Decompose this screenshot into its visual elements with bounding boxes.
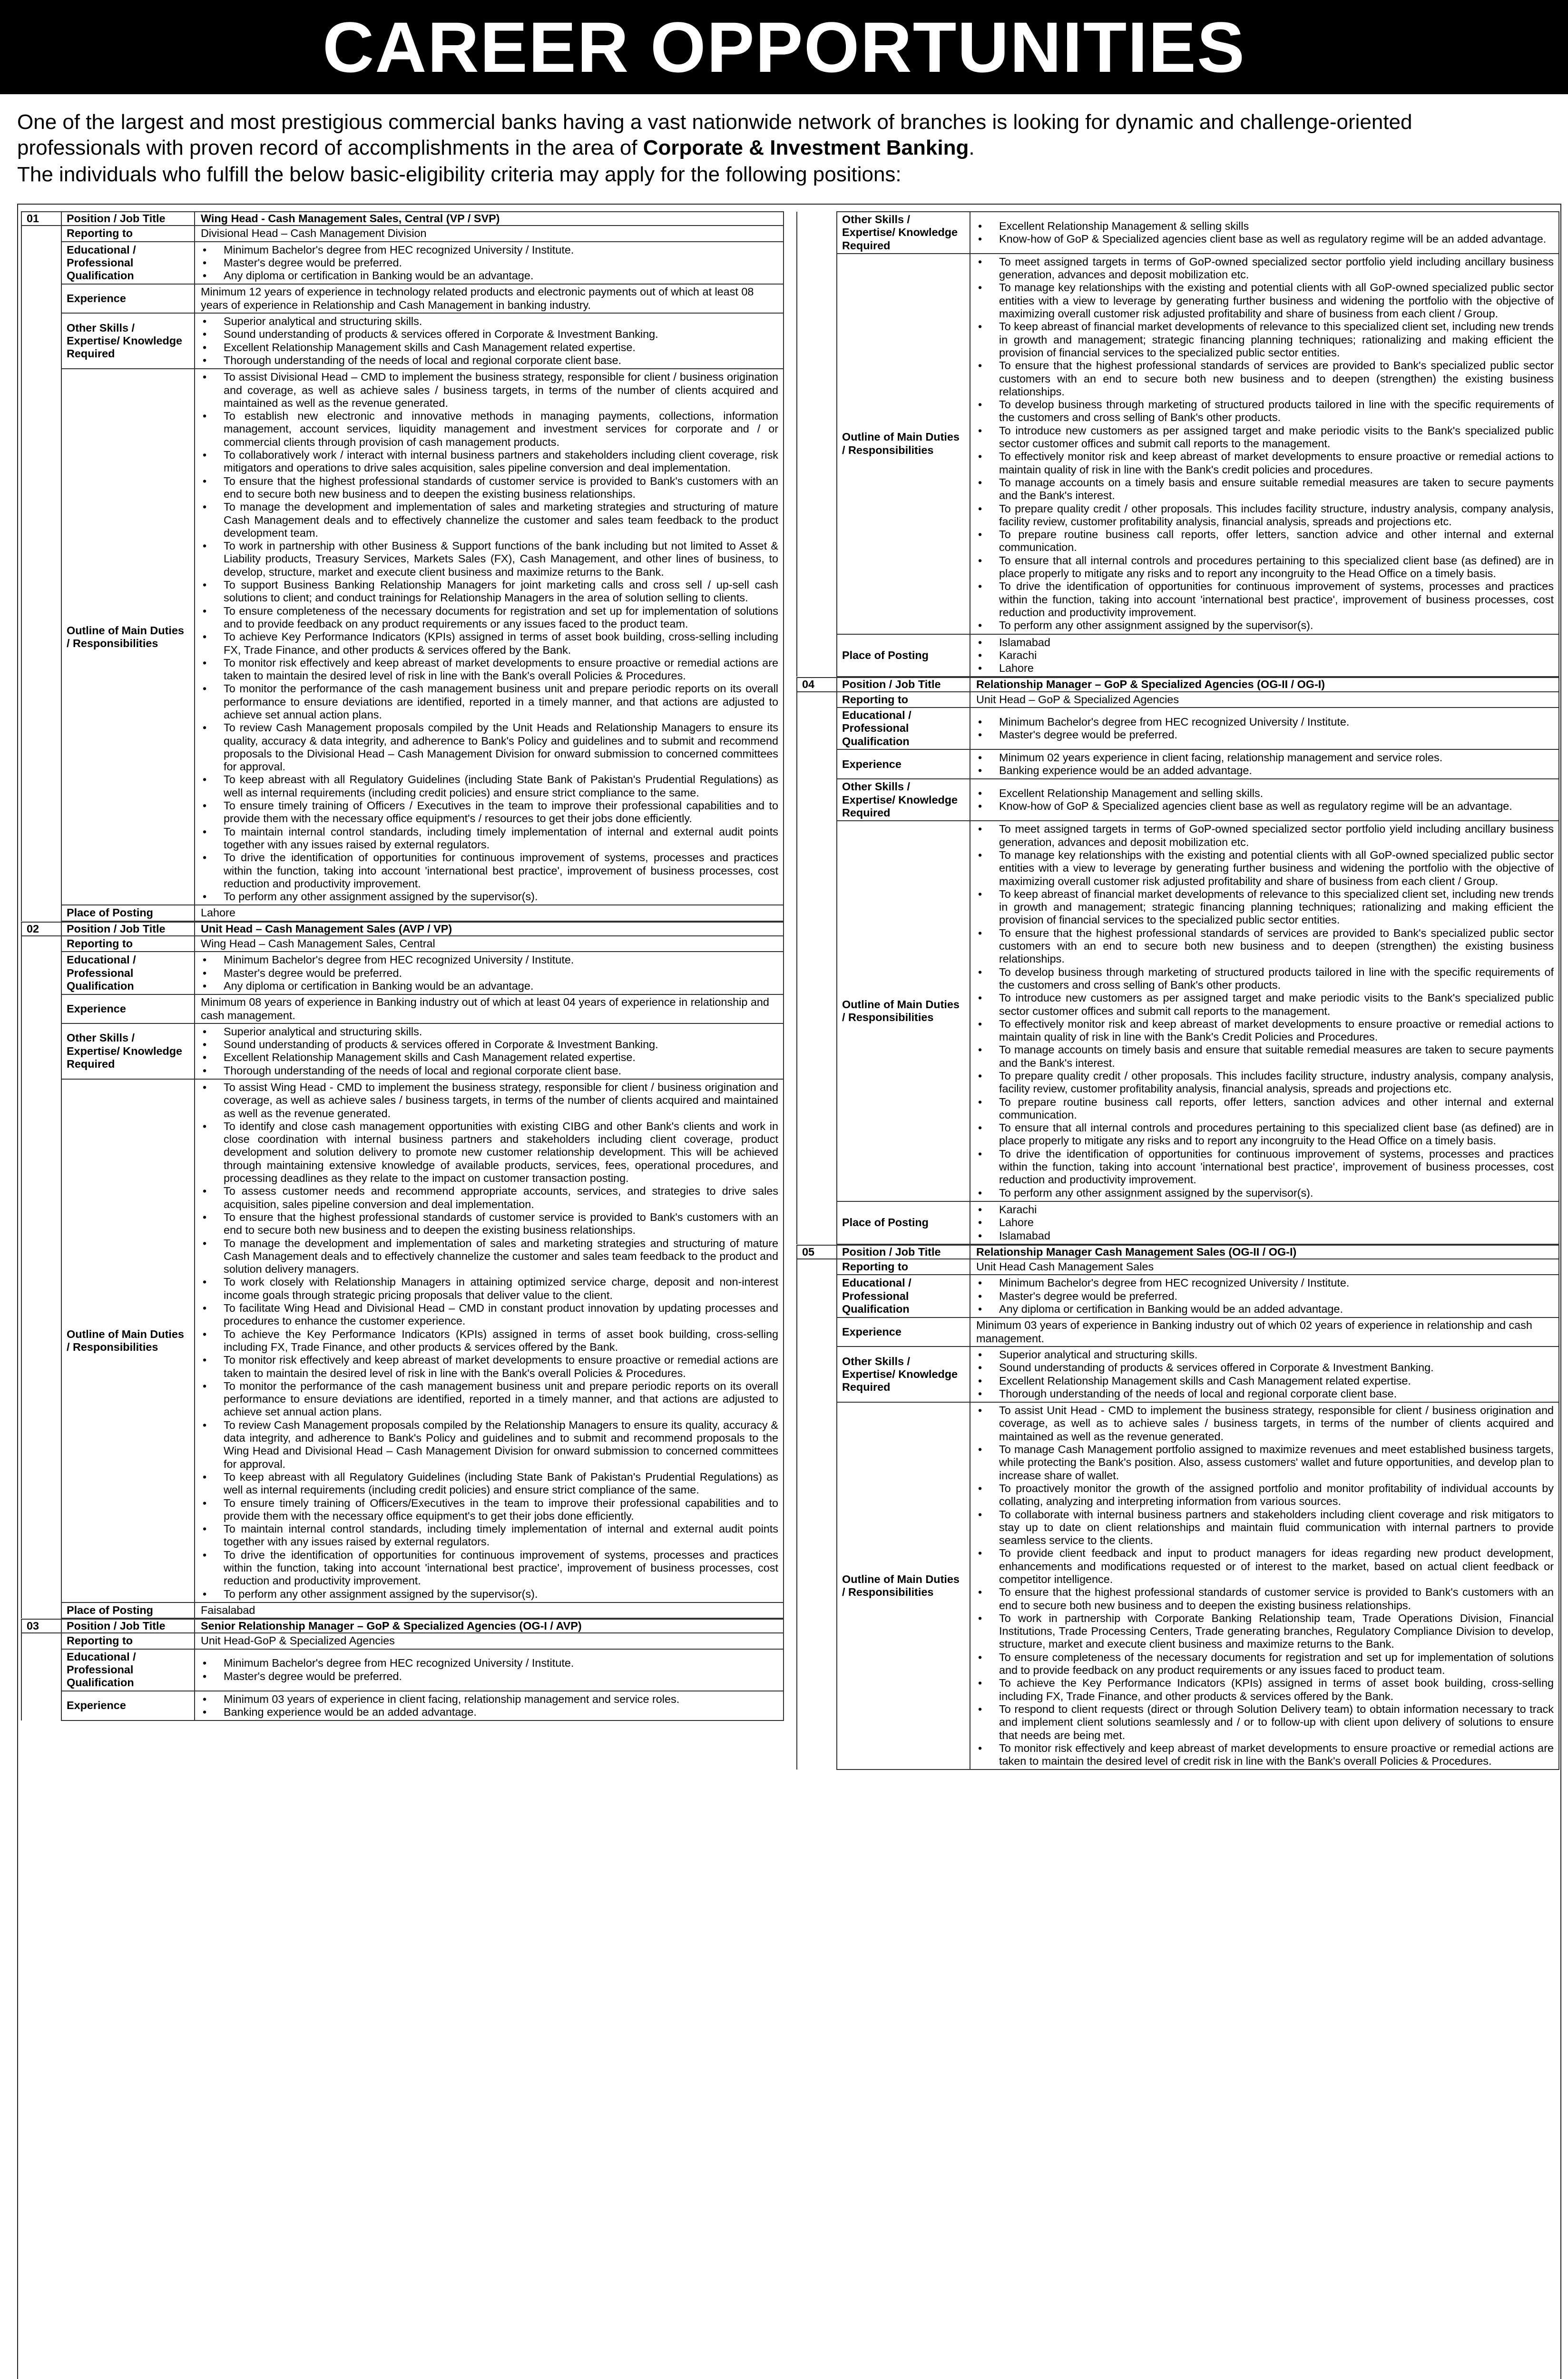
reporting-label: Reporting to bbox=[837, 692, 970, 708]
gap-cell bbox=[797, 708, 837, 749]
list-item: • Know-how of GoP & Specialized agencies client base as well as regulatory regime will be an added advantage. bbox=[976, 233, 1554, 246]
duties-row bbox=[21, 1079, 784, 1602]
list-item: • Thorough understanding of the needs of local and regional corporate client base. bbox=[201, 354, 778, 367]
list-item: • Islamabad bbox=[976, 1229, 1554, 1242]
experience-label: Experience bbox=[61, 284, 195, 313]
position-label: Position / Job Title bbox=[61, 1619, 195, 1633]
gap-cell bbox=[21, 1633, 61, 1649]
list-item: • Excellent Relationship Management skills and Cash Management related expertise. bbox=[201, 1051, 778, 1064]
bullet-list bbox=[201, 953, 778, 993]
gap-cell bbox=[21, 1649, 61, 1691]
list-item: • To meet assigned targets in terms of GoP-owned specialized sector portfolio yield including ancillary business generation, advances and deposit mobilization etc. bbox=[976, 256, 1554, 282]
bullet-list bbox=[201, 370, 778, 904]
list-item: • To work closely with Relationship Managers in attaining optimized service charge, deposit and non-interest income goals through strategic pricing proposals that deliver value to the client. bbox=[201, 1276, 778, 1302]
reporting-label: Reporting to bbox=[837, 1259, 970, 1275]
experience-row-value: Minimum 12 years of experience in technology related products and electronic payments out of which at least 08 years of experience in Relationship and Cash Management in banking industry. bbox=[195, 284, 784, 313]
list-item: • To prepare quality credit / other proposals. This includes facility structure, industry analysis, company analysis, facility review, customer profitability analysis, financial analysis, spreads and projections etc. bbox=[976, 502, 1554, 529]
left-column bbox=[21, 211, 784, 1721]
bullet-list bbox=[976, 1276, 1554, 1316]
list-item: • Master's degree would be preferred. bbox=[201, 256, 778, 269]
job-table-01 bbox=[21, 211, 784, 922]
list-item: • Sound understanding of products & services offered in Corporate & Investment Banking. bbox=[201, 1038, 778, 1051]
list-item: • To collaborate with internal business partners and stakeholders including client coverage and risk mitigators to stay up to date on client relationships and maintain fluid communication with internal partners to provide seamless service to the clients. bbox=[976, 1508, 1554, 1547]
job-title: Senior Relationship Manager – GoP & Specialized Agencies (OG-I / AVP) bbox=[195, 1619, 784, 1633]
gap-cell bbox=[21, 226, 61, 241]
gap-cell bbox=[797, 749, 837, 779]
posting-row bbox=[21, 905, 784, 921]
list-item: • Superior analytical and structuring skills. bbox=[201, 315, 778, 328]
duties-row-value bbox=[195, 1079, 784, 1602]
position-label: Position / Job Title bbox=[61, 922, 195, 936]
job-table-04 bbox=[796, 677, 1559, 1244]
posting-row bbox=[21, 1602, 784, 1618]
job-number: 05 bbox=[797, 1245, 837, 1259]
list-item: • To prepare routine business call reports, offer letters, sanction advices and other internal and external communication. bbox=[976, 1096, 1554, 1122]
bullet-list bbox=[976, 1404, 1554, 1768]
list-item: • To achieve the Key Performance Indicators (KPIs) assigned in terms of asset book building, cross-selling including FX, Trade Finance, and other products & services offered by the Bank. bbox=[201, 1328, 778, 1354]
list-item: • Excellent Relationship Management and selling skills. bbox=[976, 787, 1554, 800]
skills-row bbox=[797, 212, 1559, 254]
skills-label: Other Skills / Expertise/ Knowledge Required bbox=[837, 212, 970, 254]
list-item: • To drive the identification of opportunities for continuous improvement of systems, processes and practices within the function, taking into account 'international best practice', improvement of business processes, cost reduction and productivity improvement. bbox=[976, 580, 1554, 619]
gap-cell bbox=[21, 242, 61, 285]
bullet-list bbox=[976, 822, 1554, 1200]
position-label: Position / Job Title bbox=[61, 212, 195, 226]
bullet-list bbox=[976, 636, 1554, 676]
gap-cell bbox=[797, 821, 837, 1201]
list-item: • To ensure that the highest professional standards of services are provided to Bank's specialized public sector customers with an end to secure both new business and to deepen (strengthen) the existing business relationships. bbox=[976, 927, 1554, 966]
reporting-row-value: Divisional Head – Cash Management Division bbox=[195, 226, 784, 241]
gap-cell bbox=[797, 1402, 837, 1770]
skills-row bbox=[797, 779, 1559, 821]
list-item: • To drive the identification of opportunities for continuous improvement of systems, processes and practices within the function, taking into account 'international best practice', improvement of business processes, cost reduction and productivity improvement. bbox=[976, 1148, 1554, 1187]
education-row bbox=[797, 1275, 1559, 1317]
list-item: • Excellent Relationship Management skills and Cash Management related expertise. bbox=[201, 341, 778, 354]
list-item: • To maintain internal control standards, including timely implementation of internal and external audit points together with any issues raised by external regulators. bbox=[201, 1523, 778, 1549]
list-item: • To work in partnership with Corporate Banking Relationship team, Trade Operations Division, Financial Institutions, Trade Processing Centers, Trade generating branches, Regulatory Compliance Division to develop, structure, market and execute client business and maximize returns to the Bank. bbox=[976, 1612, 1554, 1651]
job-header-row bbox=[797, 1245, 1559, 1259]
gap-cell bbox=[21, 1691, 61, 1721]
list-item: • To ensure that all internal controls and procedures pertaining to this specialized client base (as defined) are in place properly to mitigate any risks and to report any incongruity to the Head Office on a timely basis. bbox=[976, 554, 1554, 580]
job-title: Relationship Manager – GoP & Specialized Agencies (OG-II / OG-I) bbox=[970, 678, 1559, 691]
experience-row-value: Minimum 08 years of experience in Banking industry out of which at least 04 years of experience in relationship and cash management. bbox=[195, 994, 784, 1023]
bullet-list bbox=[201, 1692, 778, 1720]
list-item: • To ensure completeness of the necessary documents for registration and set up for implementation of solutions and to provide feedback on any product requirements or any issues faced to product team. bbox=[976, 1651, 1554, 1677]
list-item: • Any diploma or certification in Banking would be an added advantage. bbox=[976, 1303, 1554, 1316]
list-item: • To review Cash Management proposals compiled by the Unit Heads and Relationship Managers to ensure its quality, accuracy & data integrity, and adherence to Bank's Policy and guidelines and to submit and recommend proposals to the Divisional Head – Cash Management Division for onward submission to concerned committees for approval. bbox=[201, 721, 778, 773]
list-item: • To assist Divisional Head – CMD to implement the business strategy, responsible for client / business origination and coverage, as well as achieve sales / business targets, in terms of the number of clients acquired and maintained as well as the revenue generated. bbox=[201, 371, 778, 410]
bullet-list bbox=[976, 786, 1554, 814]
bullet-list bbox=[201, 243, 778, 283]
education-row-value bbox=[970, 1275, 1559, 1317]
list-item: • Karachi bbox=[976, 649, 1554, 662]
job-number: 04 bbox=[797, 678, 837, 691]
list-item: • To respond to client requests (direct or through Solution Delivery team) to obtain information necessary to track and implement client solutions seamlessly and / or to follow-up with client upon delivery of solutions to ensure that needs are being met. bbox=[976, 1703, 1554, 1742]
posting-row-value bbox=[970, 1201, 1559, 1244]
list-item: • Superior analytical and structuring skills. bbox=[201, 1025, 778, 1038]
duties-row-value bbox=[970, 1402, 1559, 1770]
list-item: • To drive the identification of opportunities for continuous improvement of systems, processes and practices within the function, taking into account 'international best practice', improvement of business processes, cost reduction and productivity improvement. bbox=[201, 851, 778, 890]
duties-row bbox=[797, 821, 1559, 1201]
position-label: Position / Job Title bbox=[837, 678, 970, 691]
posting-row-value bbox=[970, 634, 1559, 677]
list-item: • To keep abreast of financial market developments of relevance to this specialized client set, including new trends in growth and management; strategic financing planning techniques; rationalizing and making efficient the provision of financial services to the specialized public sector entities. bbox=[976, 320, 1554, 359]
reporting-label: Reporting to bbox=[61, 226, 195, 241]
list-item: • To develop business through marketing of structured products tailored in line with the specific requirements of the customers and cross selling of Bank's other products. bbox=[976, 966, 1554, 992]
list-item: • To work in partnership with other Business & Support functions of the bank including but not limited to Asset & Liability products, Treasury Services, Markets Sales (FX), Cash Management, and other lines of business, to develop, structure, market and execute client business and maximize returns to the Bank. bbox=[201, 540, 778, 579]
gap-cell bbox=[21, 952, 61, 994]
list-item: • To prepare quality credit / other proposals. This includes facility structure, industry analysis, company analysis, facility review, customer profitability analysis, financial analysis, spreads and projections etc. bbox=[976, 1070, 1554, 1096]
list-item: • To perform any other assignment assigned by the supervisor(s). bbox=[201, 890, 778, 903]
reporting-row bbox=[797, 692, 1559, 708]
duties-label: Outline of Main Duties / Responsibilities bbox=[837, 1402, 970, 1770]
list-item: • Thorough understanding of the needs of local and regional corporate client base. bbox=[201, 1064, 778, 1077]
list-item: • To monitor risk effectively and keep abreast of market developments to ensure proactive or remedial actions are taken to maintain the desired level of risk in line with the Bank's overall Policies & Procedures. bbox=[201, 1354, 778, 1380]
experience-row bbox=[797, 1317, 1559, 1347]
list-item: • Know-how of GoP & Specialized agencies client base as well as regulatory regime will be an advantage. bbox=[976, 800, 1554, 813]
list-item: • Excellent Relationship Management skills and Cash Management related expertise. bbox=[976, 1375, 1554, 1387]
education-row-value bbox=[970, 708, 1559, 749]
education-label: Educational / Professional Qualification bbox=[61, 1649, 195, 1691]
education-row-value bbox=[195, 952, 784, 994]
list-item: • To manage key relationships with the existing and potential clients with all GoP-owned specialized public sector entities with a view to leverage by generating further business and widening the portfolio with the objective of maximizing overall customer risk adjusted profitability and share of business from each client / Group. bbox=[976, 281, 1554, 320]
education-label: Educational / Professional Qualification bbox=[61, 242, 195, 285]
job-title: Relationship Manager Cash Management Sales (OG-II / OG-I) bbox=[970, 1245, 1559, 1259]
job-number: 01 bbox=[21, 212, 61, 226]
list-item: • Minimum Bachelor's degree from HEC recognized University / Institute. bbox=[201, 954, 778, 966]
list-item: • To manage Cash Management portfolio assigned to maximize revenues and meet established business targets, while protecting the Bank's position. Also, assess customers' wallet and future opportunities, and develop plan to increase share of wallet. bbox=[976, 1443, 1554, 1482]
list-item: • To proactively monitor the growth of the assigned portfolio and monitor profitability of individual accounts by collating, analyzing and interpreting information from various sources. bbox=[976, 1482, 1554, 1508]
intro-line-2: professionals with proven record of accomplishments in the area of Corporate & Investment Banking. bbox=[17, 136, 975, 159]
page-banner: CAREER OPPORTUNITIES bbox=[0, 0, 1568, 94]
skills-label: Other Skills / Expertise/ Knowledge Required bbox=[837, 1347, 970, 1402]
experience-label: Experience bbox=[61, 1691, 195, 1721]
list-item: • Sound understanding of products & services offered in Corporate & Investment Banking. bbox=[976, 1361, 1554, 1374]
list-item: • To manage accounts on a timely basis and ensure suitable remedial measures are taken to secure payments and the Bank's interest. bbox=[976, 476, 1554, 502]
posting-row bbox=[797, 634, 1559, 677]
list-item: • Minimum Bachelor's degree from HEC recognized University / Institute. bbox=[976, 716, 1554, 728]
list-item: • To monitor risk effectively and keep abreast of market developments to ensure proactive or remedial actions are taken to maintain the desired level of credit risk in line with the Bank's overall Policies & Procedures. bbox=[976, 1742, 1554, 1768]
intro-line-3: The individuals who fulfill the below basic-eligibility criteria may apply for the following positions: bbox=[17, 163, 902, 186]
skills-row-value bbox=[970, 1347, 1559, 1402]
list-item: • To monitor the performance of the cash management business unit and prepare periodic reports on its overall performance to ensure deviations are identified, reported in a timely manner, and that actions are adjusted to achieve set annual action plans. bbox=[201, 1380, 778, 1419]
list-item: • Minimum 02 years experience in client facing, relationship management and service roles. bbox=[976, 751, 1554, 764]
list-item: • Banking experience would be an added advantage. bbox=[201, 1706, 778, 1719]
list-item: • Master's degree would be preferred. bbox=[201, 1670, 778, 1683]
list-item: • To facilitate Wing Head and Divisional Head – CMD in constant product innovation by updating processes and procedures to enhance the customer experience. bbox=[201, 1302, 778, 1328]
education-row bbox=[21, 952, 784, 994]
bullet-list bbox=[201, 1081, 778, 1601]
list-item: • Master's degree would be preferred. bbox=[976, 1290, 1554, 1303]
reporting-row-value: Unit Head – GoP & Specialized Agencies bbox=[970, 692, 1559, 708]
list-item: • Minimum Bachelor's degree from HEC recognized University / Institute. bbox=[201, 244, 778, 256]
bullet-list bbox=[976, 1348, 1554, 1401]
list-item: • Banking experience would be an added advantage. bbox=[976, 764, 1554, 777]
list-item: • To support Business Banking Relationship Managers for joint marketing calls and cross sell / up-sell cash solutions to client; and conduct trainings for Relationship Managers in the area of solution selling to clients. bbox=[201, 579, 778, 605]
skills-row-value bbox=[970, 779, 1559, 821]
gap-cell bbox=[797, 254, 837, 634]
list-item: • Minimum Bachelor's degree from HEC recognized University / Institute. bbox=[976, 1277, 1554, 1289]
experience-label: Experience bbox=[837, 1317, 970, 1347]
list-item: • To review Cash Management proposals compiled by the Relationship Managers to ensure its quality, accuracy & data integrity, and adherence to Bank's Policy and guidelines and to submit and recommend proposals to the Wing Head and Divisional Head – Cash Management Division for onward submission to concerned committees for approval. bbox=[201, 1419, 778, 1471]
list-item: • Superior analytical and structuring skills. bbox=[976, 1348, 1554, 1361]
list-item: • To perform any other assignment assigned by the supervisor(s). bbox=[976, 619, 1554, 632]
list-item: • To introduce new customers as per assigned target and make periodic visits to the Bank's specialized public sector customer offices and submit call reports to the management. bbox=[976, 424, 1554, 451]
skills-label: Other Skills / Expertise/ Knowledge Required bbox=[837, 779, 970, 821]
list-item: • To ensure that all internal controls and procedures pertaining to this specialized client base (as defined) are in place properly to mitigate any risks and to report any incongruity to the Head Office on a timely basis. bbox=[976, 1121, 1554, 1148]
position-label: Position / Job Title bbox=[837, 1245, 970, 1259]
experience-row bbox=[21, 1691, 784, 1721]
list-item: • To ensure that the highest professional standards of customer service is provided to Bank's customers with an end to secure both new business and to deepen the existing business relationships. bbox=[201, 475, 778, 501]
bullet-list bbox=[976, 751, 1554, 778]
list-item: • To manage the development and implementation of sales and marketing strategies and structuring of mature Cash Management deals and to effectively channelize the customer and sales team feedback to the product development team. bbox=[201, 501, 778, 540]
skills-row bbox=[21, 1023, 784, 1079]
gap-cell bbox=[797, 1317, 837, 1347]
reporting-row bbox=[21, 936, 784, 952]
gap-cell bbox=[797, 212, 837, 254]
list-item: • To ensure that the highest professional standards of services are provided to Bank's specialized public sector customers with an end to secure both new business and to deepen (strengthen) the existing business relationships. bbox=[976, 359, 1554, 398]
skills-row bbox=[21, 313, 784, 369]
gap-cell bbox=[21, 994, 61, 1023]
list-item: • To monitor risk effectively and keep abreast of market developments to ensure proactive or remedial actions are taken to maintain the desired level of risk in line with the Bank's overall Policies & Procedures. bbox=[201, 657, 778, 683]
education-row-value bbox=[195, 1649, 784, 1691]
job-table-03 bbox=[796, 211, 1559, 677]
posting-label: Place of Posting bbox=[837, 634, 970, 677]
experience-row-value: Minimum 03 years of experience in Banking industry out of which 02 years of experience in relationship and cash management. bbox=[970, 1317, 1559, 1347]
duties-row bbox=[797, 254, 1559, 634]
skills-row bbox=[797, 1347, 1559, 1402]
posting-row bbox=[797, 1201, 1559, 1244]
gap-cell bbox=[21, 936, 61, 952]
gap-cell bbox=[21, 369, 61, 905]
job-title: Wing Head - Cash Management Sales, Central (VP / SVP) bbox=[195, 212, 784, 226]
list-item: • Karachi bbox=[976, 1203, 1554, 1216]
posting-row-value: Faisalabad bbox=[195, 1602, 784, 1618]
experience-label: Experience bbox=[61, 994, 195, 1023]
gap-cell bbox=[797, 1201, 837, 1244]
list-item: • To effectively monitor risk and keep abreast of market developments to ensure proactive or remedial actions to maintain quality of risk in line with the Bank's credit policies and procedures. bbox=[976, 450, 1554, 476]
list-item: • To collaboratively work / interact with internal business partners and stakeholders including client coverage, risk mitigators and operations to drive sales acquisition, sales pipeline conversion and deal implementation. bbox=[201, 449, 778, 475]
duties-label: Outline of Main Duties / Responsibilities bbox=[61, 1079, 195, 1602]
education-row bbox=[21, 242, 784, 285]
experience-label: Experience bbox=[837, 749, 970, 779]
reporting-row-value: Wing Head – Cash Management Sales, Central bbox=[195, 936, 784, 952]
job-header-row bbox=[797, 678, 1559, 691]
list-item: • To monitor the performance of the cash management business unit and prepare periodic reports on its overall performance to ensure deviations are identified, reported in a timely manner, and that actions are adjusted to achieve set annual action plans. bbox=[201, 682, 778, 721]
education-label: Educational / Professional Qualification bbox=[61, 952, 195, 994]
job-header-row bbox=[21, 212, 784, 226]
list-item: • Thorough understanding of the needs of local and regional corporate client base. bbox=[976, 1387, 1554, 1400]
list-item: • To drive the identification of opportunities for continuous improvement of systems, processes and practices within the function, taking into account 'international best practice', improvement of business processes, cost reduction and productivity improvement. bbox=[201, 1549, 778, 1588]
skills-label: Other Skills / Expertise/ Knowledge Required bbox=[61, 313, 195, 369]
list-item: • Lahore bbox=[976, 1216, 1554, 1229]
education-row-value bbox=[195, 242, 784, 285]
duties-label: Outline of Main Duties / Responsibilities bbox=[837, 254, 970, 634]
education-row bbox=[797, 708, 1559, 749]
list-item: • To maintain internal control standards, including timely implementation of internal and external audit points together with any issues raised by external regulators. bbox=[201, 826, 778, 852]
list-item: • Master's degree would be preferred. bbox=[976, 728, 1554, 741]
gap-cell bbox=[797, 1347, 837, 1402]
job-table-05 bbox=[796, 1245, 1559, 1770]
experience-row bbox=[21, 284, 784, 313]
list-item: • To manage key relationships with the existing and potential clients with all GoP-owned specialized public sector entities with a view to leverage by generating further business and widening the portfolio with the objective of maximizing overall customer risk adjusted profitability and share of business from each client / Group. bbox=[976, 849, 1554, 888]
list-item: • To identify and close cash management opportunities with existing CIBG and other Bank's clients and work in close coordination with internal business partners and stakeholders including client coverage, product development and solution delivery to promote new customer relationship development. This will be achieved through maintaining extensive knowledge of available products, services, fees, operational procedures, and processing deadlines as they relate to the impact on customer transaction posting. bbox=[201, 1120, 778, 1185]
duties-row-value bbox=[970, 821, 1559, 1201]
duties-row bbox=[797, 1402, 1559, 1770]
job-number: 02 bbox=[21, 922, 61, 936]
list-item: • To develop business through marketing of structured products tailored in line with the specific requirements of the customers and cross selling of Bank's other products. bbox=[976, 398, 1554, 424]
experience-row bbox=[797, 749, 1559, 779]
list-item: • To effectively monitor risk and keep abreast of market developments to ensure proactive or remedial actions to maintain quality of risk in line with the Bank's Credit Policies and Procedures. bbox=[976, 1018, 1554, 1044]
list-item: • To manage accounts on timely basis and ensure that suitable remedial measures are taken to secure payments and the Bank's interest. bbox=[976, 1043, 1554, 1070]
experience-row-value bbox=[195, 1691, 784, 1721]
list-item: • To prepare routine business call reports, offer letters, sanction advice and other internal and external communication. bbox=[976, 528, 1554, 554]
list-item: • To assist Unit Head - CMD to implement the business strategy, responsible for client / business origination and coverage, as well as to achieve sales / business targets, in terms of the number of clients acquired and maintained as well as the revenue generated. bbox=[976, 1404, 1554, 1443]
list-item: • Minimum 03 years of experience in client facing, relationship management and service roles. bbox=[201, 1693, 778, 1706]
gap-cell bbox=[797, 1259, 837, 1275]
experience-row-value bbox=[970, 749, 1559, 779]
list-item: • To assist Wing Head - CMD to implement the business strategy, responsible for client / business origination and coverage, as well as achieve sales / business targets, in terms of the number of clients acquired and maintained as well as the revenue generated. bbox=[201, 1081, 778, 1120]
bullet-list bbox=[201, 315, 778, 367]
gap-cell bbox=[797, 634, 837, 677]
reporting-row bbox=[797, 1259, 1559, 1275]
bullet-list bbox=[976, 715, 1554, 742]
skills-label: Other Skills / Expertise/ Knowledge Required bbox=[61, 1023, 195, 1079]
reporting-label: Reporting to bbox=[61, 936, 195, 952]
bullet-list bbox=[201, 1025, 778, 1078]
duties-row-value bbox=[195, 369, 784, 905]
gap-cell bbox=[21, 284, 61, 313]
skills-row-value bbox=[970, 212, 1559, 254]
duties-label: Outline of Main Duties / Responsibilities bbox=[837, 821, 970, 1201]
gap-cell bbox=[21, 1079, 61, 1602]
skills-row-value bbox=[195, 313, 784, 369]
job-title: Unit Head – Cash Management Sales (AVP / VP) bbox=[195, 922, 784, 936]
reporting-label: Reporting to bbox=[61, 1633, 195, 1649]
list-item: • To perform any other assignment assigned by the supervisor(s). bbox=[201, 1588, 778, 1601]
list-item: • To ensure that the highest professional standards of customer service is provided to Bank's customers with an end to secure both new business and to deepen the existing business relationships. bbox=[201, 1211, 778, 1237]
education-label: Educational / Professional Qualification bbox=[837, 708, 970, 749]
posting-row-value: Lahore bbox=[195, 905, 784, 921]
right-column bbox=[796, 211, 1559, 1770]
experience-row bbox=[21, 994, 784, 1023]
job-header-row bbox=[21, 1619, 784, 1633]
posting-label: Place of Posting bbox=[837, 1201, 970, 1244]
education-label: Educational / Professional Qualification bbox=[837, 1275, 970, 1317]
list-item: • Excellent Relationship Management & selling skills bbox=[976, 220, 1554, 233]
job-table-02 bbox=[21, 922, 784, 1619]
list-item: • To ensure completeness of the necessary documents for registration and set up for implementation of solutions and to provide feedback on any product requirements or any issues faced to the product team. bbox=[201, 605, 778, 631]
list-item: • Master's degree would be preferred. bbox=[201, 967, 778, 980]
list-item: • To ensure that the highest professional standards of customer service is provided to Bank's customers with an end to secure both new business and to deepen the existing business relationships. bbox=[976, 1586, 1554, 1612]
gap-cell bbox=[797, 779, 837, 821]
duties-row bbox=[21, 369, 784, 905]
posting-label: Place of Posting bbox=[61, 1602, 195, 1618]
list-item: • Any diploma or certification in Banking would be an advantage. bbox=[201, 269, 778, 282]
list-item: • To achieve Key Performance Indicators (KPIs) assigned in terms of asset book building, cross-selling including FX, Trade Finance, and other products & services offered by the Bank. bbox=[201, 630, 778, 657]
list-item: • Islamabad bbox=[976, 636, 1554, 649]
list-item: • To manage the development and implementation of sales and marketing strategies and structuring of mature Cash Management deals and to effectively channelize the customer and sales team feedback to the product and solution delivery managers. bbox=[201, 1237, 778, 1276]
gap-cell bbox=[21, 313, 61, 369]
list-item: • To assess customer needs and recommend appropriate accounts, services, and strategies to drive sales acquisition, sales pipeline conversion and deal implementation. bbox=[201, 1185, 778, 1211]
bullet-list bbox=[976, 1203, 1554, 1243]
job-header-row bbox=[21, 922, 784, 936]
intro-text bbox=[17, 109, 1554, 187]
reporting-row bbox=[21, 1633, 784, 1649]
list-item: • To keep abreast of financial market developments of relevance to this specialized client set, including new trends in growth and management; strategic financing planning techniques; rationalizing and making efficient the provision of financial services to the specialized public sector entities. bbox=[976, 888, 1554, 927]
list-item: • To introduce new customers as per assigned target and make periodic visits to the Bank's specialized public sector customer offices and submit call reports to the management. bbox=[976, 992, 1554, 1018]
skills-row-value bbox=[195, 1023, 784, 1079]
list-item: • To ensure timely training of Officers/Executives in the team to improve their professional capabilities and to provide them with the necessary office equipment's to get their jobs done efficiently. bbox=[201, 1497, 778, 1523]
bullet-list bbox=[976, 219, 1554, 246]
gap-cell bbox=[21, 905, 61, 921]
list-item: • To achieve the Key Performance Indicators (KPIs) assigned in terms of asset book building, cross-selling including FX, Trade Finance, and other products & services offered by the Bank. bbox=[976, 1677, 1554, 1703]
gap-cell bbox=[797, 1275, 837, 1317]
duties-label: Outline of Main Duties / Responsibilities bbox=[61, 369, 195, 905]
list-item: • To establish new electronic and innovative methods in managing payments, collections, information management, account services, liquidity management and investment services for corporate and / or commercial clients through provision of cash management products. bbox=[201, 410, 778, 449]
reporting-row-value: Unit Head Cash Management Sales bbox=[970, 1259, 1559, 1275]
positions-frame bbox=[17, 204, 1561, 2379]
list-item: • To perform any other assignment assigned by the supervisor(s). bbox=[976, 1187, 1554, 1199]
bullet-list bbox=[976, 255, 1554, 633]
gap-cell bbox=[21, 1023, 61, 1079]
gap-cell bbox=[21, 1602, 61, 1618]
job-table-03 bbox=[21, 1619, 784, 1721]
list-item: • To keep abreast with all Regulatory Guidelines (including State Bank of Pakistan's Prudential Regulations) as well as internal requirements (including credit policies) and ensure strict compliance to the same. bbox=[201, 773, 778, 799]
list-item: • Lahore bbox=[976, 662, 1554, 675]
list-item: • Minimum Bachelor's degree from HEC recognized University / Institute. bbox=[201, 1657, 778, 1670]
reporting-row bbox=[21, 226, 784, 241]
duties-row-value bbox=[970, 254, 1559, 634]
list-item: • To ensure timely training of Officers / Executives in the team to improve their professional capabilities and to provide them with the necessary office equipment's / resources to get their jobs done efficiently. bbox=[201, 799, 778, 826]
job-number: 03 bbox=[21, 1619, 61, 1633]
list-item: • Any diploma or certification in Banking would be an advantage. bbox=[201, 980, 778, 993]
list-item: • To keep abreast with all Regulatory Guidelines (including State Bank of Pakistan's Prudential Regulations) as well as internal requirements (including credit policies) and ensure strict compliance of the same. bbox=[201, 1471, 778, 1497]
intro-line-1: One of the largest and most prestigious commercial banks having a vast nationwide network of branches is looking for dynamic and challenge-oriented bbox=[17, 110, 1412, 134]
list-item: • To provide client feedback and input to product managers for ideas regarding new product development, enhancements and modifications requested or of interest to the market, based on actual client feedback or competitor intelligence. bbox=[976, 1547, 1554, 1586]
bullet-list bbox=[201, 1656, 778, 1683]
posting-label: Place of Posting bbox=[61, 905, 195, 921]
list-item: • To meet assigned targets in terms of GoP-owned specialized sector portfolio yield including ancillary business generation, advances and deposit mobilization etc. bbox=[976, 823, 1554, 849]
list-item: • Sound understanding of products & services offered in Corporate & Investment Banking. bbox=[201, 328, 778, 341]
reporting-row-value: Unit Head-GoP & Specialized Agencies bbox=[195, 1633, 784, 1649]
education-row bbox=[21, 1649, 784, 1691]
gap-cell bbox=[797, 692, 837, 708]
